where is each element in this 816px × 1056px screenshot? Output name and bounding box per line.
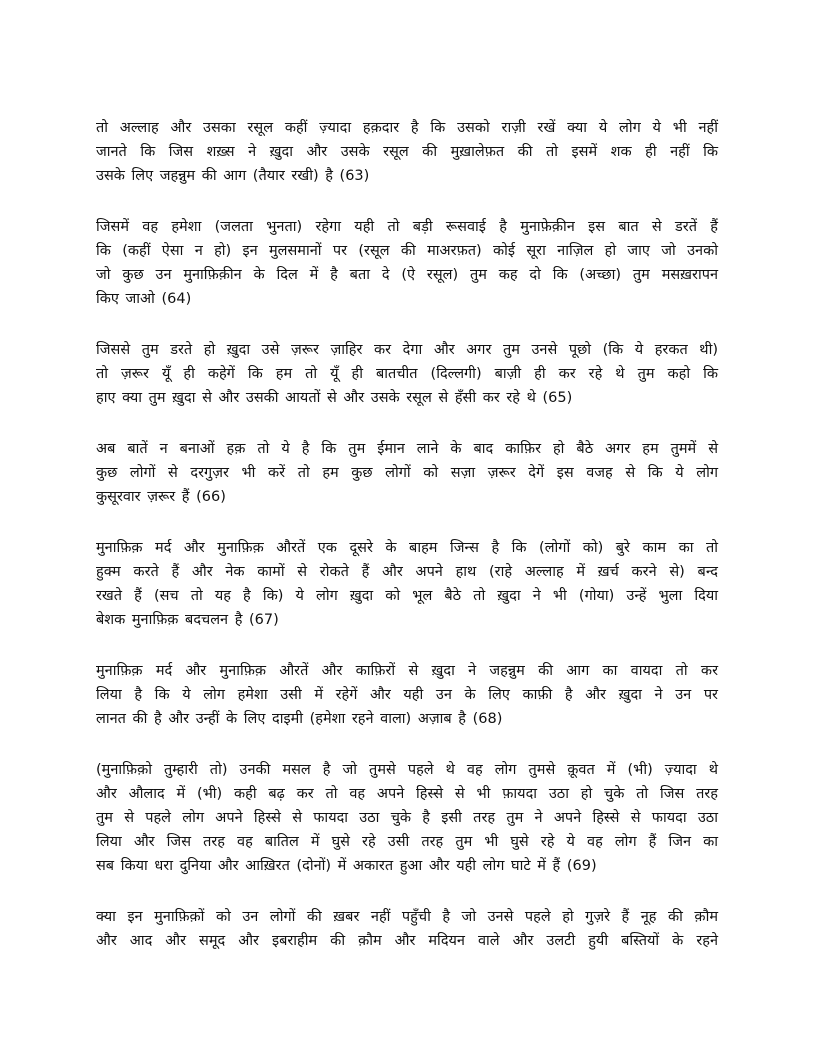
text-line: जो कुछ उन मुनाफ़िक़ीन के दिल में है बता दे (ऐ रसूल) तुम कह दो कि (अच्छा) तुम मसख़रापन bbox=[96, 267, 718, 283]
text-line: बेशक मुनाफ़िक़ बदचलन है (67) bbox=[96, 612, 279, 628]
text-line: मुनाफ़िक़ मर्द और मुनाफ़िक़ औरतें एक दूसरे के बाहम जिन्स है कि (लोगों को) बुरे काम का तो bbox=[96, 540, 718, 556]
text-line: सब किया धरा दुनिया और आख़िरत (दोनों) में अकारत हुआ और यही लोग घाटे में हैं (69) bbox=[96, 858, 597, 874]
text-line: और आद और समूद और इबराहीम की क़ौम और मदियन वाले और उलटी हुयी बस्तियों के रहने bbox=[96, 933, 718, 949]
paragraph-64 bbox=[96, 215, 718, 311]
text-line: कुसूरवार ज़रूर हैं (66) bbox=[96, 489, 226, 505]
text-line: जानते कि जिस शख़्स ने ख़ुदा और उसके रसूल की मुख़ालेफ़त की तो इसमें शक ही नहीं कि bbox=[96, 144, 718, 160]
text-line: कि (कहीं ऐसा न हो) इन मुलसमानों पर (रसूल की माअरफ़त) कोई सूरा नाज़िल हो जाए जो उनको bbox=[96, 243, 718, 259]
text-line: जिससे तुम डरते हो ख़ुदा उसे ज़रूर ज़ाहिर कर देगा और अगर तुम उनसे पूछो (कि ये हरकत थी) bbox=[96, 342, 718, 358]
text-line: किए जाओ (64) bbox=[96, 291, 192, 307]
paragraph-66 bbox=[96, 437, 718, 509]
paragraph-67 bbox=[96, 536, 718, 632]
paragraph-69 bbox=[96, 758, 718, 878]
paragraph-70 bbox=[96, 905, 718, 953]
document-page bbox=[96, 116, 718, 980]
text-line: रखते हैं (सच तो यह है कि) ये लोग ख़ुदा को भूल बैठे तो ख़ुदा ने भी (गोया) उन्हें भुला दिया bbox=[96, 588, 718, 604]
text-line: और औलाद में (भी) कही बढ़ कर तो वह अपने हिस्से से भी फ़ायदा उठा हो चुके तो जिस तरह bbox=[96, 786, 718, 802]
text-line: मुनाफ़िक़ मर्द और मुनाफ़िक़ औरतें और काफ़िरों से ख़ुदा ने जहन्नुम की आग का वायदा तो कर bbox=[96, 663, 718, 679]
text-line: लिया और जिस तरह वह बातिल में घुसे रहे उसी तरह तुम भी घुसे रहे ये वह लोग हैं जिन का bbox=[96, 834, 718, 850]
text-line: हाए क्या तुम ख़ुदा से और उसकी आयतों से और उसके रसूल से हँसी कर रहे थे (65) bbox=[96, 390, 573, 406]
text-line: क्या इन मुनाफ़िक़ों को उन लोगों की ख़बर नहीं पहुँची है जो उनसे पहले हो गुज़रे हैं नूह की क़ौम bbox=[96, 909, 718, 925]
paragraph-65 bbox=[96, 338, 718, 410]
paragraph-63 bbox=[96, 116, 718, 188]
text-line: तुम से पहले लोग अपने हिस्से से फायदा उठा चुके है इसी तरह तुम ने अपने हिस्से से फायदा उठा bbox=[96, 810, 718, 826]
text-line: तो अल्लाह और उसका रसूल कहीं ज़्यादा हक़दार है कि उसको राज़ी रखें क्या ये लोग ये भी नहीं bbox=[96, 120, 718, 136]
text-line: जिसमें वह हमेशा (जलता भुनता) रहेगा यही तो बड़ी रूसवाई है मुनाफ़ेक़ीन इस बात से डरतें हैं bbox=[96, 219, 718, 235]
text-line: लिया है कि ये लोग हमेशा उसी में रहेगें और यही उन के लिए काफ़ी है और ख़ुदा ने उन पर bbox=[96, 687, 718, 703]
text-line: अब बातें न बनाओं हक़ तो ये है कि तुम ईमान लाने के बाद काफ़िर हो बैठे अगर हम तुममें से bbox=[96, 441, 718, 457]
text-line: उसके लिए जहन्नुम की आग (तैयार रखी) है (63) bbox=[96, 168, 370, 184]
text-line: कुछ लोगों से दरगुज़र भी करें तो हम कुछ लोगों को सज़ा ज़रूर देगें इस वजह से कि ये लोग bbox=[96, 465, 718, 481]
text-line: तो ज़रूर यूँ ही कहेगें कि हम तो यूँ ही बातचीत (दिल्लगी) बाज़ी ही कर रहे थे तुम कहो कि bbox=[96, 366, 718, 382]
text-line: लानत की है और उन्हीं के लिए दाइमी (हमेशा रहने वाला) अज़ाब है (68) bbox=[96, 711, 503, 727]
text-line: (मुनाफ़िक़ो तुम्हारी तो) उनकी मसल है जो तुमसे पहले थे वह लोग तुमसे क़ूवत में (भी) ज़्यादा थे bbox=[96, 762, 718, 778]
text-line: हुक्म करते हैं और नेक कामों से रोकते हैं और अपने हाथ (राहे अल्लाह में ख़र्च करने से) बन्द bbox=[96, 564, 718, 580]
paragraph-68 bbox=[96, 659, 718, 731]
